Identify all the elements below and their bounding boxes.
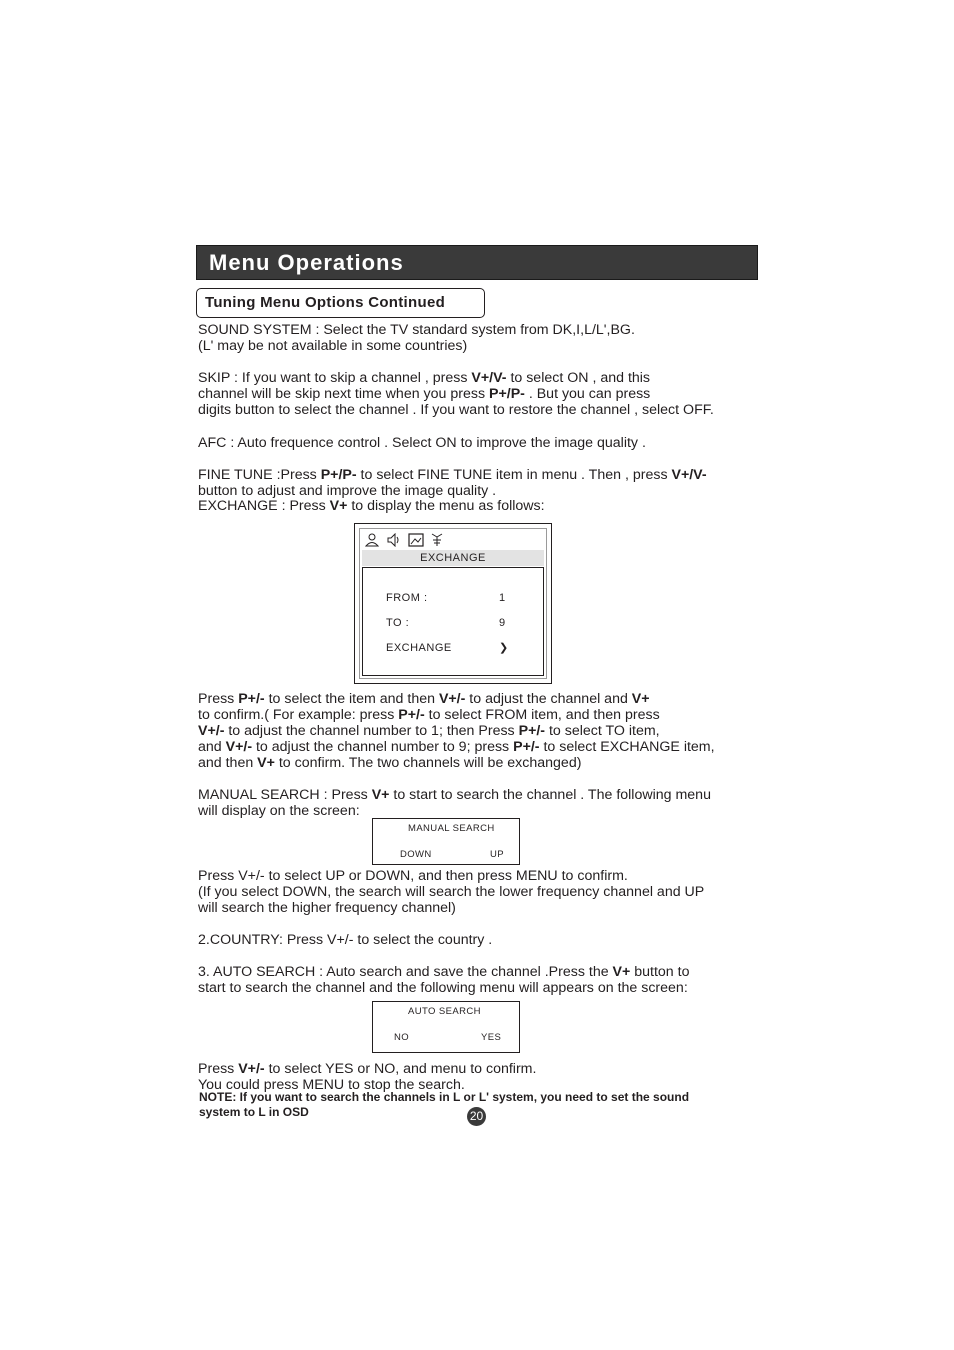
chevron-right-icon: ❯: [499, 642, 509, 654]
paragraph-exchange-1: EXCHANGE : Press V+ to display the menu as follows:: [198, 498, 545, 514]
paragraph-sound-1: SOUND SYSTEM : Select the TV standard system from DK,I,L/L',BG.: [198, 322, 635, 338]
exchange-menu-header: EXCHANGE: [362, 550, 544, 566]
paragraph-last-1: Press V+/- to select YES or NO, and menu to confirm.: [198, 1061, 537, 1077]
exchange-label: EXCHANGE: [386, 642, 452, 654]
paragraph-sound-2: (L' may be not available in some countries): [198, 338, 468, 354]
menu-icon-row: [362, 531, 544, 550]
paragraph-afc: AFC : Auto frequence control . Select ON to improve the image quality .: [198, 435, 646, 451]
manual-search-down: DOWN: [400, 849, 432, 860]
picture-icon: [408, 533, 424, 547]
page-number: 20: [467, 1107, 486, 1126]
exchange-menu: [354, 523, 552, 684]
auto-search-no: NO: [394, 1032, 410, 1043]
paragraph-auto-2: start to search the channel and the following menu will appears on the screen:: [198, 980, 688, 996]
section-heading-box: [196, 288, 485, 318]
exchange-menu-body: [362, 567, 544, 676]
paragraph-country: 2.COUNTRY: Press V+/- to select the country .: [198, 932, 493, 948]
paragraph-press-2: to confirm.( For example: press P+/- to select FROM item, and then press: [198, 707, 660, 723]
auto-search-yes: YES: [481, 1032, 502, 1043]
to-value: 9: [499, 617, 506, 629]
manual-search-up: UP: [490, 849, 504, 860]
section-heading: Tuning Menu Options Continued: [205, 294, 446, 311]
paragraph-skip-1: SKIP : If you want to skip a channel , press V+/V- to select ON , and this: [198, 370, 651, 386]
manual-search-menu: [372, 818, 520, 865]
title-bar: [196, 245, 758, 280]
person-icon: [364, 533, 380, 547]
paragraph-skip-2: channel will be skip next time when you press P+/P- . But you can press: [198, 386, 651, 402]
paragraph-skip-3: digits button to select the channel . If you want to restore the channel , select OFF.: [198, 402, 714, 418]
paragraph-after-3: will search the higher frequency channel): [198, 900, 456, 916]
paragraph-press-5: and then V+ to confirm. The two channels will be exchanged): [198, 755, 582, 771]
paragraph-press-3: V+/- to adjust the channel number to 1; then Press P+/- to select TO item,: [198, 723, 660, 739]
from-value: 1: [499, 592, 506, 604]
paragraph-fine-1: FINE TUNE :Press P+/P- to select FINE TUNE item in menu . Then , press V+/V-: [198, 467, 707, 483]
paragraph-after-2: (If you select DOWN, the search will search the lower frequency channel and UP: [198, 884, 705, 900]
paragraph-press-4: and V+/- to adjust the channel number to 9; press P+/- to select EXCHANGE item,: [198, 739, 715, 755]
paragraph-after-1: Press V+/- to select UP or DOWN, and then press MENU to confirm.: [198, 868, 628, 884]
manual-search-title: MANUAL SEARCH: [408, 823, 495, 834]
from-label: FROM :: [386, 592, 428, 604]
note: [199, 1090, 689, 1120]
paragraph-manual-1: MANUAL SEARCH : Press V+ to start to search the channel . The following menu: [198, 787, 711, 803]
paragraph-auto-1: 3. AUTO SEARCH : Auto search and save the channel .Press the V+ button to: [198, 964, 690, 980]
note-line-2: system to L in OSD: [199, 1105, 309, 1119]
speaker-icon: [386, 533, 402, 547]
antenna-icon: [428, 533, 444, 547]
paragraph-last-2: You could press MENU to stop the search.: [198, 1077, 465, 1093]
auto-search-menu: [372, 1001, 520, 1053]
exchange-menu-screen: [359, 528, 547, 679]
paragraph-press-1: Press P+/- to select the item and then V+/- to adjust the channel and V+: [198, 691, 650, 707]
page-title: Menu Operations: [209, 250, 404, 275]
note-line-1: NOTE: If you want to search the channels in L or L' system, you need to set the sound: [199, 1090, 690, 1104]
to-label: TO :: [386, 617, 410, 629]
auto-search-title: AUTO SEARCH: [408, 1006, 481, 1017]
paragraph-manual-2: will display on the screen:: [198, 803, 360, 819]
paragraph-fine-2: button to adjust and improve the image quality .: [198, 483, 497, 499]
